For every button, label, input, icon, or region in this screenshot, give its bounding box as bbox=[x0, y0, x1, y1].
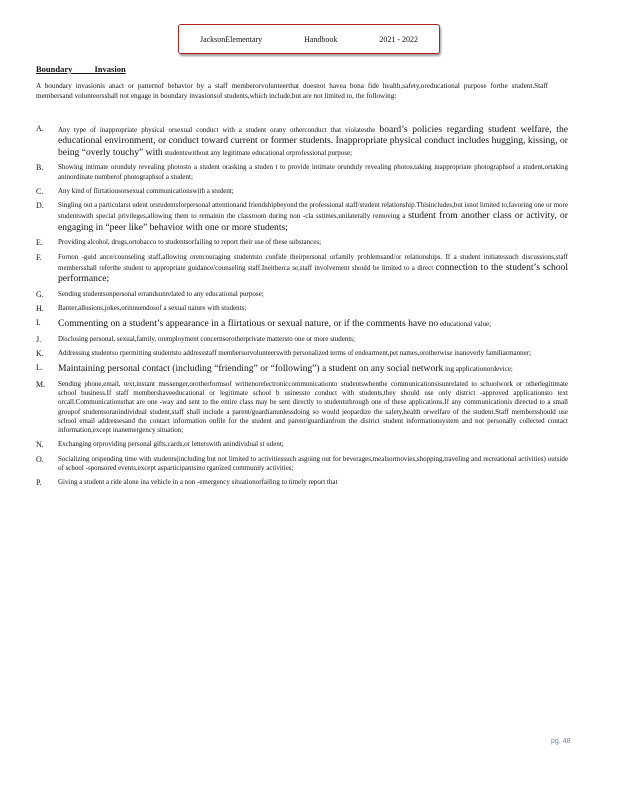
list-item-text bbox=[58, 253, 568, 285]
list-item-letter: G. bbox=[36, 289, 44, 299]
text-run: Showing intimate orunduly revealing photosto a student orasking a studen t to provide intimate orunduly revealing photos,taking inappropriate photographsof a student,ortaking aninordinate numberof photographsof a student; bbox=[58, 163, 568, 181]
text-run: Any kind of flirtatiousorsexual communicationswith a student; bbox=[58, 186, 234, 195]
list-item-letter: H. bbox=[36, 303, 44, 313]
section-title: Boundary Invasion bbox=[36, 64, 126, 74]
list-item-letter: I. bbox=[36, 318, 41, 328]
list-item bbox=[36, 238, 568, 247]
list-item-letter: C. bbox=[36, 186, 44, 196]
list-item bbox=[36, 349, 568, 358]
list-item-text bbox=[58, 187, 568, 196]
list-item bbox=[36, 163, 568, 182]
list-item-text bbox=[58, 304, 568, 313]
text-run: Sending studentsonpersonal errandsunrelated to any educational purpose; bbox=[58, 289, 264, 298]
list-item bbox=[36, 201, 568, 233]
list-item-letter: O. bbox=[36, 454, 44, 464]
text-run: ing applicationordevice; bbox=[445, 365, 513, 374]
text-run: Maintaining personal contact (including “friending” or “following”) a student on any social network bbox=[58, 363, 444, 375]
intro-paragraph: A boundary invasionis anact or patternof behavior by a staff memberorvolunteerthat doesnot havea bona fide health,safety,oreducational purpose forthe student.Staff membersand volunteersshall not engage in boundary invasionsof students,which include,but are not limited to, the following: bbox=[36, 82, 548, 100]
list-item bbox=[36, 440, 568, 449]
list-item-letter: B. bbox=[36, 163, 44, 173]
list-item bbox=[36, 124, 568, 158]
list-item-letter: K. bbox=[36, 348, 44, 358]
list-item bbox=[36, 380, 568, 436]
list-item-text bbox=[58, 201, 568, 233]
list-item bbox=[36, 253, 568, 285]
list-item bbox=[36, 290, 568, 299]
list-item-text bbox=[58, 238, 568, 247]
list-item bbox=[36, 335, 568, 344]
text-run: connection to the student’s school performance; bbox=[58, 261, 569, 285]
text-run: Giving a student a ride alone ina vehicle in a non -emergency situationorfailing to timely report that bbox=[58, 478, 338, 487]
list-item-text bbox=[58, 124, 568, 158]
list-item-letter: M. bbox=[36, 379, 46, 389]
text-run: Socializing orspending time with students(including but not limited to activitiessuch asgoing out for beverages,mealsormovies,shopping,traveling and recreational activities) outside of school -sponsored events,except asparticipantsino rganized community activities; bbox=[58, 454, 568, 472]
text-run: studentswithout any legitimate educational orprofessional purpose; bbox=[164, 148, 353, 157]
list-item bbox=[36, 363, 568, 374]
list-item-letter: E. bbox=[36, 238, 43, 248]
text-run: Commenting on a student’s appearance in a flirtatious or sexual nature, or if the comments have no bbox=[58, 318, 439, 330]
list-item-text bbox=[58, 455, 568, 474]
text-run: Disclosing personal, sexual,family, oremployment concernsorotherprivate mattersto one or more students; bbox=[58, 334, 355, 343]
list-item bbox=[36, 455, 568, 474]
list-item-letter: J. bbox=[36, 334, 42, 344]
school-name: JacksonElementary bbox=[199, 34, 263, 44]
page-number: pg. 48 bbox=[551, 738, 571, 745]
list-item bbox=[36, 318, 568, 329]
boundary-invasion-list bbox=[36, 124, 568, 493]
text-run: Any type of inappropriate physical orsexual conduct with a student orany otherconduct that violatesthe bbox=[58, 126, 376, 134]
list-item bbox=[36, 187, 568, 196]
list-item-letter: F. bbox=[36, 252, 42, 262]
text-run: Fornon -guid ance/counseling staff,allowing orencouraging studentsto confide theirpersonal orfamily problemsand/or relationships. If a student initiatessuch discussions,staff membersshall referthe student to appropriate guidance/counseling staff.Ineitherca se,staff involvement should be limited to a direct bbox=[58, 252, 568, 272]
list-item-text bbox=[58, 440, 568, 449]
list-item-text bbox=[58, 290, 568, 299]
list-item-text bbox=[58, 318, 568, 329]
year-end: 2022 bbox=[402, 34, 418, 44]
list-item bbox=[36, 478, 568, 487]
list-item-text bbox=[58, 380, 568, 436]
list-item-text bbox=[58, 363, 568, 374]
list-item-text bbox=[58, 478, 568, 487]
text-run: Exchanging orproviding personal gifts,cards,or letterswith anindividual st udent; bbox=[58, 440, 284, 449]
text-run: Providing alcohol, drugs,ortobacco to studentsorfailing to report their use of these substances; bbox=[58, 238, 322, 247]
text-run: student from another class or activity, or engaging in “peer like” behavior with one or more students; bbox=[58, 210, 569, 233]
handbook-label: Handbook bbox=[304, 34, 338, 44]
handbook-header bbox=[178, 24, 440, 54]
school-year bbox=[379, 35, 418, 44]
text-run: Addressing studentso rpermitting studentsto addressstaff membersorvolunteerswith personalized terms of endearment,pet names,orotherwise inanoverly familiarmanner; bbox=[58, 348, 532, 357]
list-item-letter: P. bbox=[36, 478, 42, 488]
text-run: Singling out a particularst udent orstudentsforpersonal attentionand friendshipbeyond the professional staff/student relationship.Thisincludes,but isnot limited to,favoring one or more studentswith special privileges,allowing them to remainin the classroom during non -cla sstimes,unilaterally removing a bbox=[58, 201, 568, 221]
list-item-text bbox=[58, 335, 568, 344]
list-item bbox=[36, 304, 568, 313]
year-start: 2021 bbox=[379, 34, 396, 44]
list-item-letter: L. bbox=[36, 363, 43, 373]
text-run: board’s policies regarding student welfare, the educational environment, or conduct toward current or former students. Inappropriate physical conduct includes hugging, kissing, or being “overly touchy” with bbox=[58, 124, 569, 158]
list-item-letter: N. bbox=[36, 440, 44, 450]
text-run: Banter,allusions,jokes,orinnuendosof a sexual nature with students; bbox=[58, 303, 247, 312]
text-run: Sending phone,email, text,instant messenger,orotherformsof writtenorelectroniccommunicationto studentswhenthe communicationsisunrelated to schoolwork or otherlegitimate school business.If staff membershaveeducational or legitimate school b usinessto conduct with students,they should use only district -approved applicationsto text orcall.Communicationsthat are one -way and sent to the entire class may be sent directly to studentsthrough one of these applications.If any communicationis directed to a small groupof studentsoranindividual student,staff shall include a parent/guardianunlessdoing so would jeopardize the safety,health orwelfare of the student.Staff membersshould use school email addressesand the contact information onfile for the student and parent/guardianfrom the district student informationsystem and not personally collected contact information,except inanemergency situation; bbox=[58, 379, 568, 435]
list-item-text bbox=[58, 163, 568, 182]
text-run: educational value; bbox=[439, 320, 492, 329]
year-dash: - bbox=[397, 34, 400, 44]
list-item-letter: D. bbox=[36, 201, 44, 211]
list-item-letter: A. bbox=[36, 124, 44, 133]
list-item-text bbox=[58, 349, 568, 358]
